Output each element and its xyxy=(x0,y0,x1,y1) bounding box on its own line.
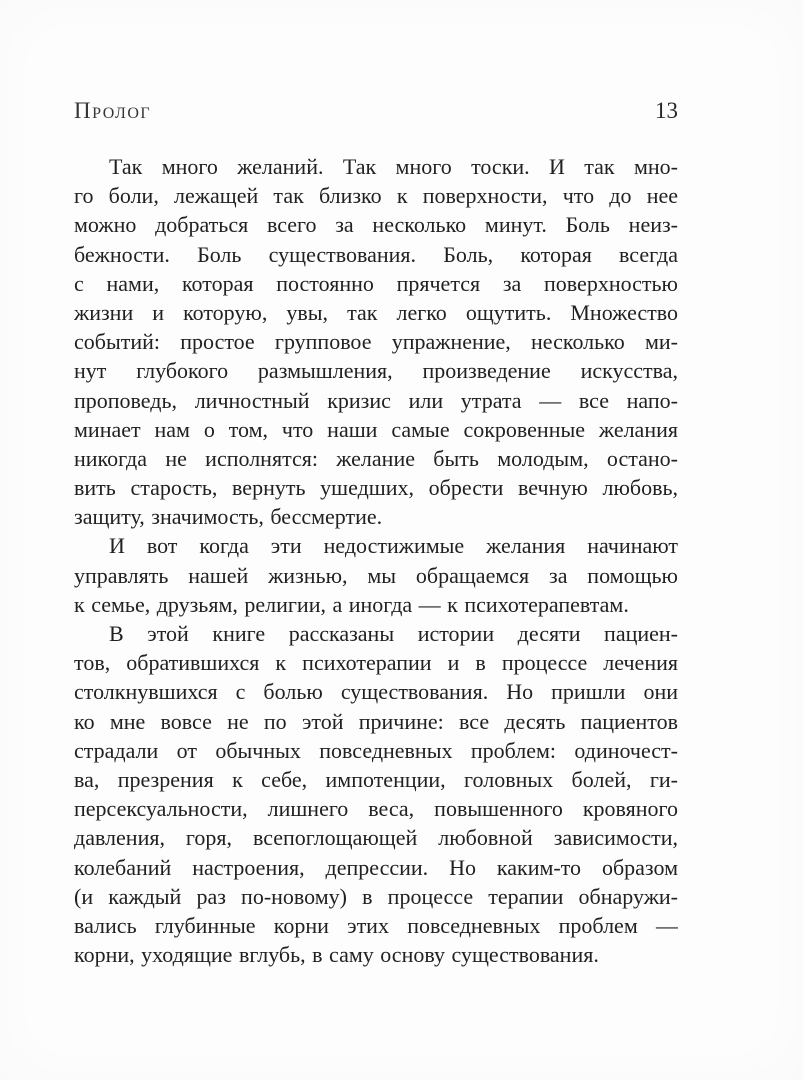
text-line: (и каждый раз по-новому) в процессе терапии обнаружи- xyxy=(74,883,678,909)
text-line: никогда не исполнятся: желание быть молодым, остано- xyxy=(74,445,678,471)
text-line: В этой книге рассказаны истории десяти пациен- xyxy=(109,621,678,646)
text-line: управлять нашей жизнью, мы обращаемся за помощью xyxy=(74,562,678,588)
paragraph xyxy=(74,619,678,969)
text-line: нут глубокого размышления, произведение искусства, xyxy=(74,358,678,384)
text-line: к семье, друзьям, религии, а иногда — к психотерапевтам. xyxy=(74,591,629,617)
text-line: событий: простое групповое упражнение, несколько ми- xyxy=(74,329,678,355)
text-line: корни, уходящие вглубь, в саму основу существования. xyxy=(74,942,599,968)
text-line: давления, горя, всепоглощающей любовной зависимости, xyxy=(74,825,678,851)
text-line: столкнувшихся с болью существования. Но пришли они xyxy=(74,679,678,705)
page-number: 13 xyxy=(655,98,678,123)
text-line: И вот когда эти недостижимые желания начинают xyxy=(109,533,678,559)
text-line: можно добраться всего за несколько минут. Боль неиз- xyxy=(74,212,678,238)
text-line: бежности. Боль существования. Боль, которая всегда xyxy=(74,241,678,267)
paragraph xyxy=(74,152,678,531)
text-line: Так много желаний. Так много тоски. И так мно- xyxy=(109,154,678,179)
text-line: персексуальности, лишнего веса, повышенного кровяного xyxy=(74,796,678,822)
text-line: ко мне вовсе не по этой причине: все десять пациентов xyxy=(74,708,678,734)
text-line: тов, обратившихся к психотерапии и в процессе лечения xyxy=(74,650,678,676)
running-header xyxy=(74,98,678,124)
text-line: вить старость, вернуть ушедших, обрести вечную любовь, xyxy=(74,475,678,501)
text-line: защиту, значимость, бессмертие. xyxy=(74,504,383,530)
body-text xyxy=(74,152,678,969)
text-line: страдали от обычных повседневных проблем: одиночест- xyxy=(74,737,678,763)
text-line: проповедь, личностный кризис или утрата — все напо- xyxy=(74,387,678,413)
text-line: колебаний настроения, депрессии. Но каким-то образом xyxy=(74,854,678,880)
paragraph xyxy=(74,531,678,619)
text-line: минает нам о том, что наши самые сокровенные желания xyxy=(74,416,678,442)
text-line: с нами, которая постоянно прячется за поверхностью xyxy=(74,270,678,296)
text-line: жизни и которую, увы, так легко ощутить. Множество xyxy=(74,299,678,325)
section-title: Пролог xyxy=(74,98,152,123)
text-line: вались глубинные корни этих повседневных проблем — xyxy=(74,912,678,938)
text-line: ва, презрения к себе, импотенции, головных болей, ги- xyxy=(74,766,678,792)
text-line: го боли, лежащей так близко к поверхности, что до нее xyxy=(74,183,678,209)
